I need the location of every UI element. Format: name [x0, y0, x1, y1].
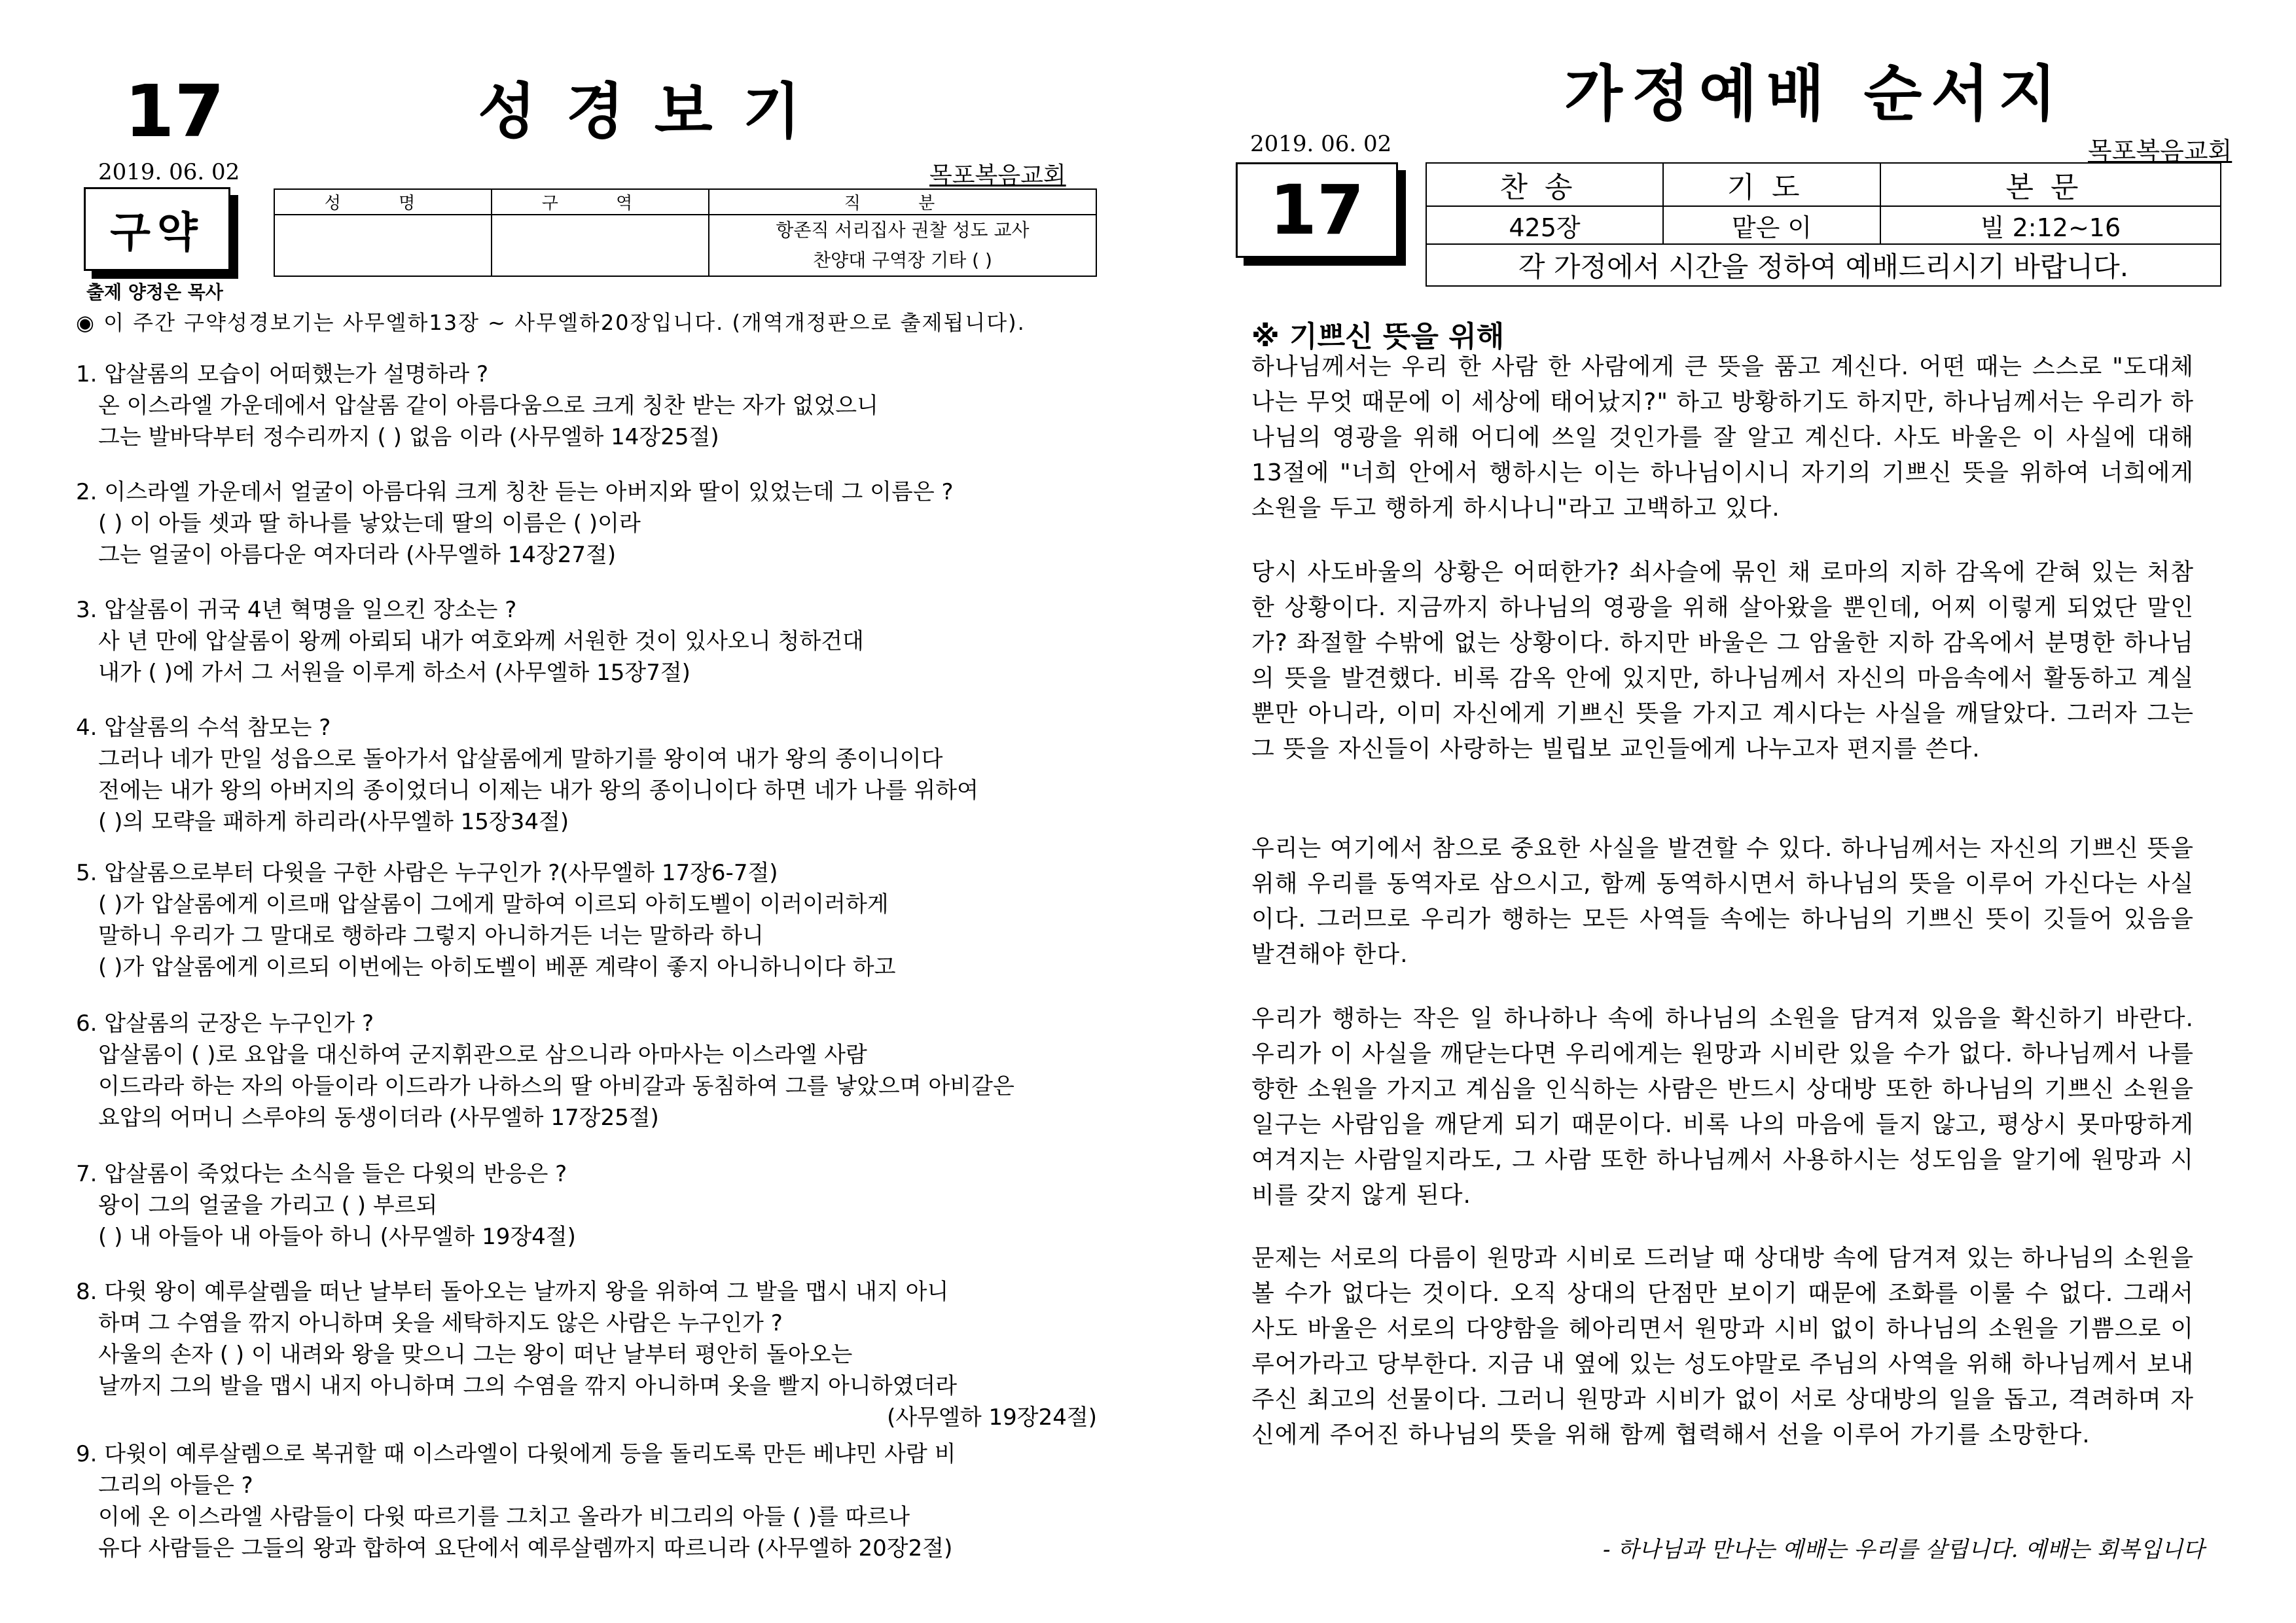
question-line: 압살롬이 ( )로 요압을 대신하여 군지휘관으로 삼으니라 아마사는 이스라엘 사람: [98, 1042, 867, 1068]
name-header: 성 명: [274, 189, 492, 215]
question-9: [76, 1438, 1097, 1564]
prayer-value: 맡은 이: [1663, 206, 1880, 244]
question-line: 이드라라 하는 자의 아들이라 이드라가 나하스의 딸 아비갈과 동침하여 그를 낳았으며 아비갈은: [98, 1073, 1014, 1099]
question-text: 5. 압살롬으로부터 다윗을 구한 사람은 누구인가 ?(사무엘하 17장6-7절): [76, 860, 778, 886]
question-text: 9. 다윗이 예루살렘으로 복귀할 때 이스라엘이 다윗에게 등을 돌리도록 만든 베냐민 사람 비: [76, 1441, 956, 1467]
position-options[interactable]: [709, 215, 1096, 276]
question-text: 1. 압살롬의 모습이 어떠했는가 설명하라 ?: [76, 361, 489, 387]
sermon-heading: ※ 기쁘신 뜻을 위해: [1251, 320, 1505, 353]
right-page-title: 가정예배 순서지: [1564, 59, 2066, 129]
scripture-value: 빌 2:12~16: [1880, 206, 2221, 244]
question-line: 내가 ( )에 가서 그 서원을 이루게 하소서 (사무엘하 15장7절): [98, 660, 691, 686]
exam-author: 출제 양정은 목사: [86, 281, 223, 303]
question-line: 요압의 어머니 스루야의 동생이더라 (사무엘하 17장25절): [98, 1105, 659, 1131]
question-line: 그러나 네가 만일 성읍으로 돌아가서 압살롬에게 말하기를 왕이여 내가 왕의 종이니이다: [98, 746, 943, 772]
worship-note: 각 가정에서 시간을 정하여 예배드리시기 바랍니다.: [1426, 244, 2221, 286]
question-7: [76, 1158, 1097, 1253]
right-issue-number: 17: [1236, 162, 1398, 258]
question-line: 사 년 만에 압살롬이 왕께 아뢰되 내가 여호와께 서원한 것이 있사오니 청하건대: [98, 628, 864, 654]
prayer-header: 기도: [1663, 163, 1880, 206]
question-line: 전에는 내가 왕의 아버지의 종이었더니 이제는 내가 왕의 종이니이다 하면 네가 나를 위하여: [98, 777, 978, 804]
scripture-header: 본문: [1880, 163, 2221, 206]
question-line: ( ) 이 아들 셋과 딸 하나를 낳았는데 딸의 이름은 ( )이라: [98, 510, 641, 537]
question-line: 그는 발바닥부터 정수리까지 ( ) 없음 이라 (사무엘하 14장25절): [98, 424, 719, 450]
question-2: [76, 476, 1097, 571]
sermon-paragraph: 하나님께서는 우리 한 사람 한 사람에게 큰 뜻을 품고 계신다. 어떤 때는 스스로 "도대체 나는 무엇 때문에 이 세상에 태어났지?" 하고 방황하기도 하지만, 하나님께서는 우리가 하나님의 영광을 위해 어디에 쓰일 것인가를 잘 알고 계신다. 사도 바울은 이 사실에 대해 13절에 "너희 안에서 행하시는 이는 하나님이시니 자기의 기쁘신 뜻을 위하여 너희에게 소원을 두고 행하게 하시나니"라고 고백하고 있다.: [1251, 353, 2194, 522]
hymn-header: 찬송: [1426, 163, 1663, 206]
question-5: [76, 857, 1097, 983]
question-line: 날까지 그의 발을 맵시 내지 아니하며 그의 수염을 깎지 아니하며 옷을 빨지 아니하였더라: [98, 1373, 958, 1399]
question-reference: (사무엘하 19장24절): [887, 1404, 1097, 1431]
district-header: 구 역: [492, 189, 709, 215]
right-date: 2019. 06. 02: [1250, 131, 1392, 157]
sermon-paragraph: 우리가 행하는 작은 일 하나하나 속에 하나님의 소원을 담겨져 있음을 확신하기 바란다. 우리가 이 사실을 깨닫는다면 우리에게는 원망과 시비란 있을 수가 없다. 하나님께서 나를 향한 소원을 가지고 계심을 인식하는 사람은 반드시 상대방 또한 하나님의 기쁘신 소원을 일구는 사람임을 깨닫게 되기 때문이다. 비록 나의 마음에 들지 않고, 평상시 못마땅하게 여겨지는 사람일지라도, 그 사람 또한 하나님께서 사용하시는 성도임을 알기에 원망과 시비를 갖지 않게 된다.: [1251, 1005, 2194, 1209]
district-field[interactable]: [492, 215, 709, 276]
question-line: 왕이 그의 얼굴을 가리고 ( ) 부르되: [98, 1192, 438, 1219]
question-4: [76, 712, 1097, 838]
old-testament-badge: 구약: [84, 187, 230, 271]
roles-line-2: 찬양대 구역장 기타 ( ): [813, 249, 992, 271]
question-text: 8. 다윗 왕이 예루살렘을 떠난 날부터 돌아오는 날까지 왕을 위하여 그 발을 맵시 내지 아니: [76, 1279, 949, 1305]
intro-notice: ◉ 이 주간 구약성경보기는 사무엘하13장 ~ 사무엘하20장입니다. (개역개정판으로 출제됩니다).: [76, 310, 1026, 335]
question-line: ( )의 모략을 패하게 하리라(사무엘하 15장34절): [98, 809, 569, 835]
info-table: [274, 188, 1097, 277]
question-line: 이에 온 이스라엘 사람들이 다윗 따르기를 그치고 올라가 비그리의 아들 ( )를 따르나: [98, 1504, 910, 1530]
question-line: 하며 그 수염을 깎지 아니하며 옷을 세탁하지도 않은 사람은 누구인가 ?: [98, 1310, 783, 1336]
question-text: 3. 압살롬이 귀국 4년 혁명을 일으킨 장소는 ?: [76, 597, 517, 623]
question-1: [76, 359, 1097, 453]
question-text: 7. 압살롬이 죽었다는 소식을 들은 다윗의 반응은 ?: [76, 1161, 567, 1187]
question-text: 2. 이스라엘 가운데서 얼굴이 아름다워 크게 칭찬 듣는 아버지와 딸이 있었는데 그 이름은 ?: [76, 479, 954, 505]
question-line: ( )가 압살롬에게 이르되 이번에는 아히도벨이 베푼 계략이 좋지 아니하니이다 하고: [98, 954, 896, 980]
left-church-name: 목포복음교회: [929, 162, 1066, 189]
worship-order-table: [1426, 162, 2221, 287]
sermon-paragraph: 문제는 서로의 다름이 원망과 시비로 드러날 때 상대방 속에 담겨져 있는 하나님의 소원을 볼 수가 없다는 것이다. 오직 상대의 단점만 보이기 때문에 조화를 이룰 수 없다. 그래서 사도 바울은 서로의 다양함을 헤아리면서 원망과 시비 없이 하나님의 소원을 기쁨으로 이루어가라고 당부한다. 지금 내 옆에 있는 성도야말로 주님의 사역을 위해 하나님께서 보내주신 최고의 선물이다. 그러니 원망과 시비가 없이 서로 상대방의 일을 돕고, 격려하며 자신에게 주어진 하나님의 뜻을 위해 함께 협력해서 선을 이루어 가기를 소망한다.: [1251, 1245, 2194, 1448]
question-3: [76, 594, 1097, 688]
name-field[interactable]: [274, 215, 492, 276]
left-issue-number: 17: [124, 69, 225, 153]
question-line: 그는 얼굴이 아름다운 여자더라 (사무엘하 14장27절): [98, 542, 617, 568]
question-text: 6. 압살롬의 군장은 누구인가 ?: [76, 1010, 374, 1037]
left-date: 2019. 06. 02: [98, 159, 240, 185]
question-text: 4. 압살롬의 수석 참모는 ?: [76, 715, 331, 741]
question-line: 그리의 아들은 ?: [98, 1472, 253, 1499]
question-line: ( ) 내 아들아 내 아들아 하니 (사무엘하 19장4절): [98, 1224, 576, 1250]
position-header: 직 분: [709, 189, 1096, 215]
question-line: 유다 사람들은 그들의 왕과 합하여 요단에서 예루살렘까지 따르니라 (사무엘하 20장2절): [98, 1535, 953, 1561]
question-line: ( )가 압살롬에게 이르매 압살롬이 그에게 말하여 이르되 아히도벨이 이러이러하게: [98, 891, 889, 918]
question-line: 사울의 손자 ( ) 이 내려와 왕을 맞으니 그는 왕이 떠난 날부터 평안히 돌아오는: [98, 1342, 853, 1368]
question-6: [76, 1008, 1097, 1133]
closing-quote: - 하나님과 만나는 예배는 우리를 살립니다. 예배는 회복입니다: [1602, 1537, 2204, 1563]
sermon-paragraph: 당시 사도바울의 상황은 어떠한가? 쇠사슬에 묶인 채 로마의 지하 감옥에 갇혀 있는 처참한 상황이다. 지금까지 하나님의 영광을 위해 살아왔을 뿐인데, 어찌 이렇게 되었단 말인가? 좌절할 수밖에 없는 상황이다. 하지만 바울은 그 암울한 지하 감옥에서 분명한 하나님의 뜻을 발견했다. 비록 감옥 안에 있지만, 하나님께서 자신의 마음속에서 활동하고 계실 뿐만 아니라, 이미 자신에게 기쁘신 뜻을 가지고 계시다는 사실을 깨달았다. 그러자 그는 그 뜻을 자신들이 사랑하는 빌립보 교인들에게 나누고자 편지를 쓴다.: [1251, 559, 2194, 762]
left-page-title: 성경보기: [478, 77, 831, 147]
right-church-name: 목포복음교회: [2088, 137, 2233, 166]
question-8: [76, 1276, 1097, 1433]
question-line: 말하니 우리가 그 말대로 행하랴 그렇지 아니하거든 너는 말하라 하니: [98, 923, 764, 949]
hymn-value: 425장: [1426, 206, 1663, 244]
question-line: 온 이스라엘 가운데에서 압살롬 같이 아름다움으로 크게 칭찬 받는 자가 없었으니: [98, 393, 878, 419]
sermon-paragraph: 우리는 여기에서 참으로 중요한 사실을 발견할 수 있다. 하나님께서는 자신의 기쁘신 뜻을 위해 우리를 동역자로 삼으시고, 함께 동역하시면서 하나님의 뜻을 이루어 가신다는 사실이다. 그러므로 우리가 행하는 모든 사역들 속에는 하나님의 기쁘신 뜻이 깃들어 있음을 발견해야 한다.: [1251, 835, 2194, 968]
roles-line-1: 항존직 서리집사 권찰 성도 교사: [776, 219, 1030, 241]
